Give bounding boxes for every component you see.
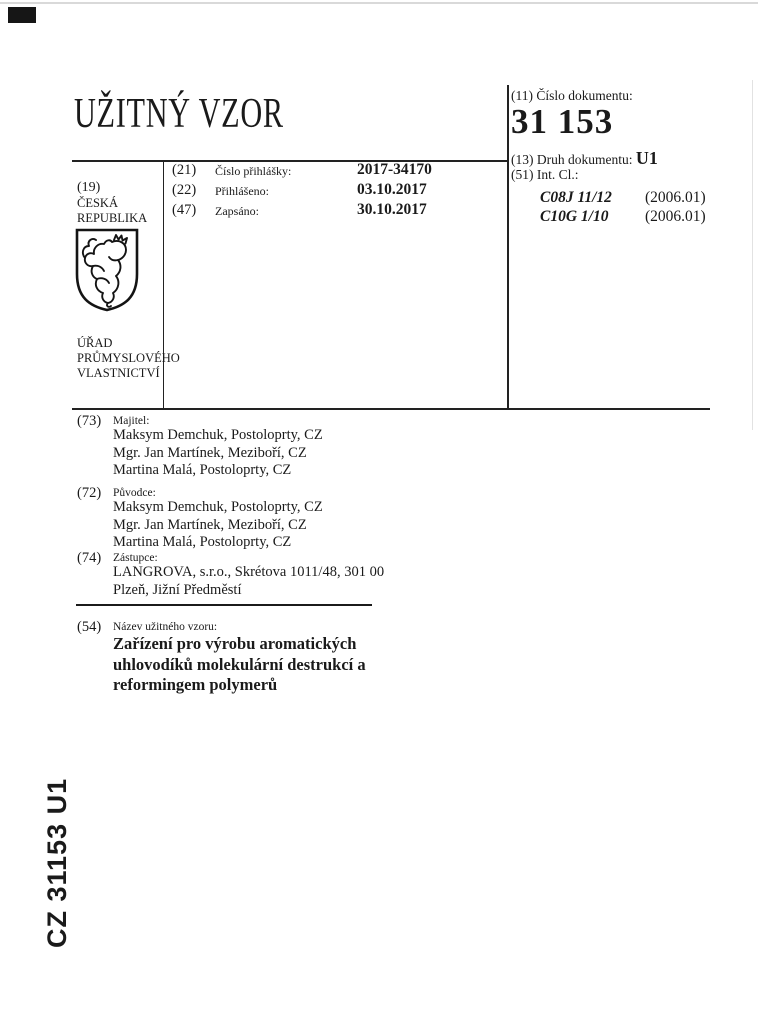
application-number-row bbox=[172, 161, 502, 181]
czech-lion-coat-of-arms-icon bbox=[74, 227, 140, 318]
inventor-name: Maksym Demchuk, Postoloprty, CZ bbox=[113, 499, 323, 515]
registration-date-row bbox=[172, 201, 502, 221]
classification-version: (2006.01) bbox=[645, 208, 706, 225]
classification-row bbox=[540, 189, 750, 207]
body-top-rule bbox=[72, 408, 710, 410]
inid-code: (21) bbox=[172, 162, 197, 178]
scan-edge-line bbox=[0, 2, 758, 4]
representative-line: Plzeň, Jižní Předměstí bbox=[113, 581, 242, 598]
row-label: Přihlášeno: bbox=[215, 184, 269, 198]
inid-code: (73) bbox=[77, 413, 102, 429]
row-label: Zapsáno: bbox=[215, 204, 259, 218]
row-value: 30.10.2017 bbox=[357, 201, 427, 218]
country-name-line: ČESKÁ bbox=[77, 196, 118, 210]
office-name-line: ÚŘAD bbox=[77, 336, 113, 350]
owner-section-label: Majitel: bbox=[113, 415, 150, 427]
page-title-text: UŽITNÝ VZOR bbox=[74, 91, 284, 137]
doc-kind-label: (13) Druh dokumentu: bbox=[511, 152, 633, 167]
inventor-name: Mgr. Jan Martínek, Meziboří, CZ bbox=[113, 516, 307, 533]
doc-kind bbox=[511, 148, 658, 169]
representative-address bbox=[113, 564, 384, 599]
inid-code: (22) bbox=[172, 182, 197, 198]
inid-code: (47) bbox=[172, 202, 197, 218]
office-name-line: VLASTNICTVÍ bbox=[77, 366, 160, 380]
country-code: (19) bbox=[77, 180, 101, 195]
title-section-rule bbox=[76, 604, 372, 606]
row-value: 2017-34170 bbox=[357, 161, 432, 178]
country-name-line: REPUBLIKA bbox=[77, 211, 148, 225]
title-section-label: Název užitného vzoru: bbox=[113, 621, 218, 633]
utility-model-title-line: reformingem polymerů bbox=[113, 675, 278, 694]
doc-number-label: (11) Číslo dokumentu: bbox=[511, 88, 633, 103]
inventor-name: Martina Malá, Postoloprty, CZ bbox=[113, 534, 292, 550]
int-cl-label: (51) Int. Cl.: bbox=[511, 167, 579, 182]
doc-number: 31 153 bbox=[511, 102, 614, 141]
doc-kind-value: U1 bbox=[635, 148, 658, 168]
page-title bbox=[74, 92, 365, 136]
classification-row bbox=[540, 208, 750, 226]
classification-code: C10G 1/10 bbox=[540, 208, 609, 225]
inventor-list bbox=[113, 499, 323, 552]
scan-right-edge-line bbox=[752, 80, 753, 430]
owner-name: Maksym Demchuk, Postoloprty, CZ bbox=[113, 427, 323, 443]
owner-name: Mgr. Jan Martínek, Meziboří, CZ bbox=[113, 444, 307, 461]
utility-model-title bbox=[113, 634, 366, 696]
scan-corner-mark bbox=[8, 7, 36, 23]
utility-model-title-line: uhlovodíků molekulární destrukcí a bbox=[113, 654, 366, 674]
inid-code: (74) bbox=[77, 550, 102, 566]
owner-name: Martina Malá, Postoloprty, CZ bbox=[113, 462, 292, 478]
utility-model-title-line: Zařízení pro výrobu aromatických bbox=[113, 634, 357, 653]
owner-list bbox=[113, 427, 323, 480]
filing-date-row bbox=[172, 181, 502, 201]
vertical-doc-id: CZ 31153 U1 bbox=[42, 777, 72, 948]
office-name-line: PRŮMYSLOVÉHO bbox=[77, 351, 180, 365]
office-name bbox=[77, 336, 180, 381]
classification-version: (2006.01) bbox=[645, 189, 706, 206]
inid-code: (54) bbox=[77, 619, 102, 635]
row-label: Číslo přihlášky: bbox=[215, 164, 292, 178]
inid-code: (72) bbox=[77, 485, 102, 501]
header-vertical-rule bbox=[507, 85, 509, 410]
classification-code: C08J 11/12 bbox=[540, 189, 612, 206]
country-name bbox=[77, 196, 147, 226]
representative-section-label: Zástupce: bbox=[113, 552, 158, 564]
inventor-section-label: Původce: bbox=[113, 487, 156, 499]
row-value: 03.10.2017 bbox=[357, 181, 427, 198]
representative-line: LANGROVA, s.r.o., Skrétova 1011/48, 301 00 bbox=[113, 564, 385, 580]
